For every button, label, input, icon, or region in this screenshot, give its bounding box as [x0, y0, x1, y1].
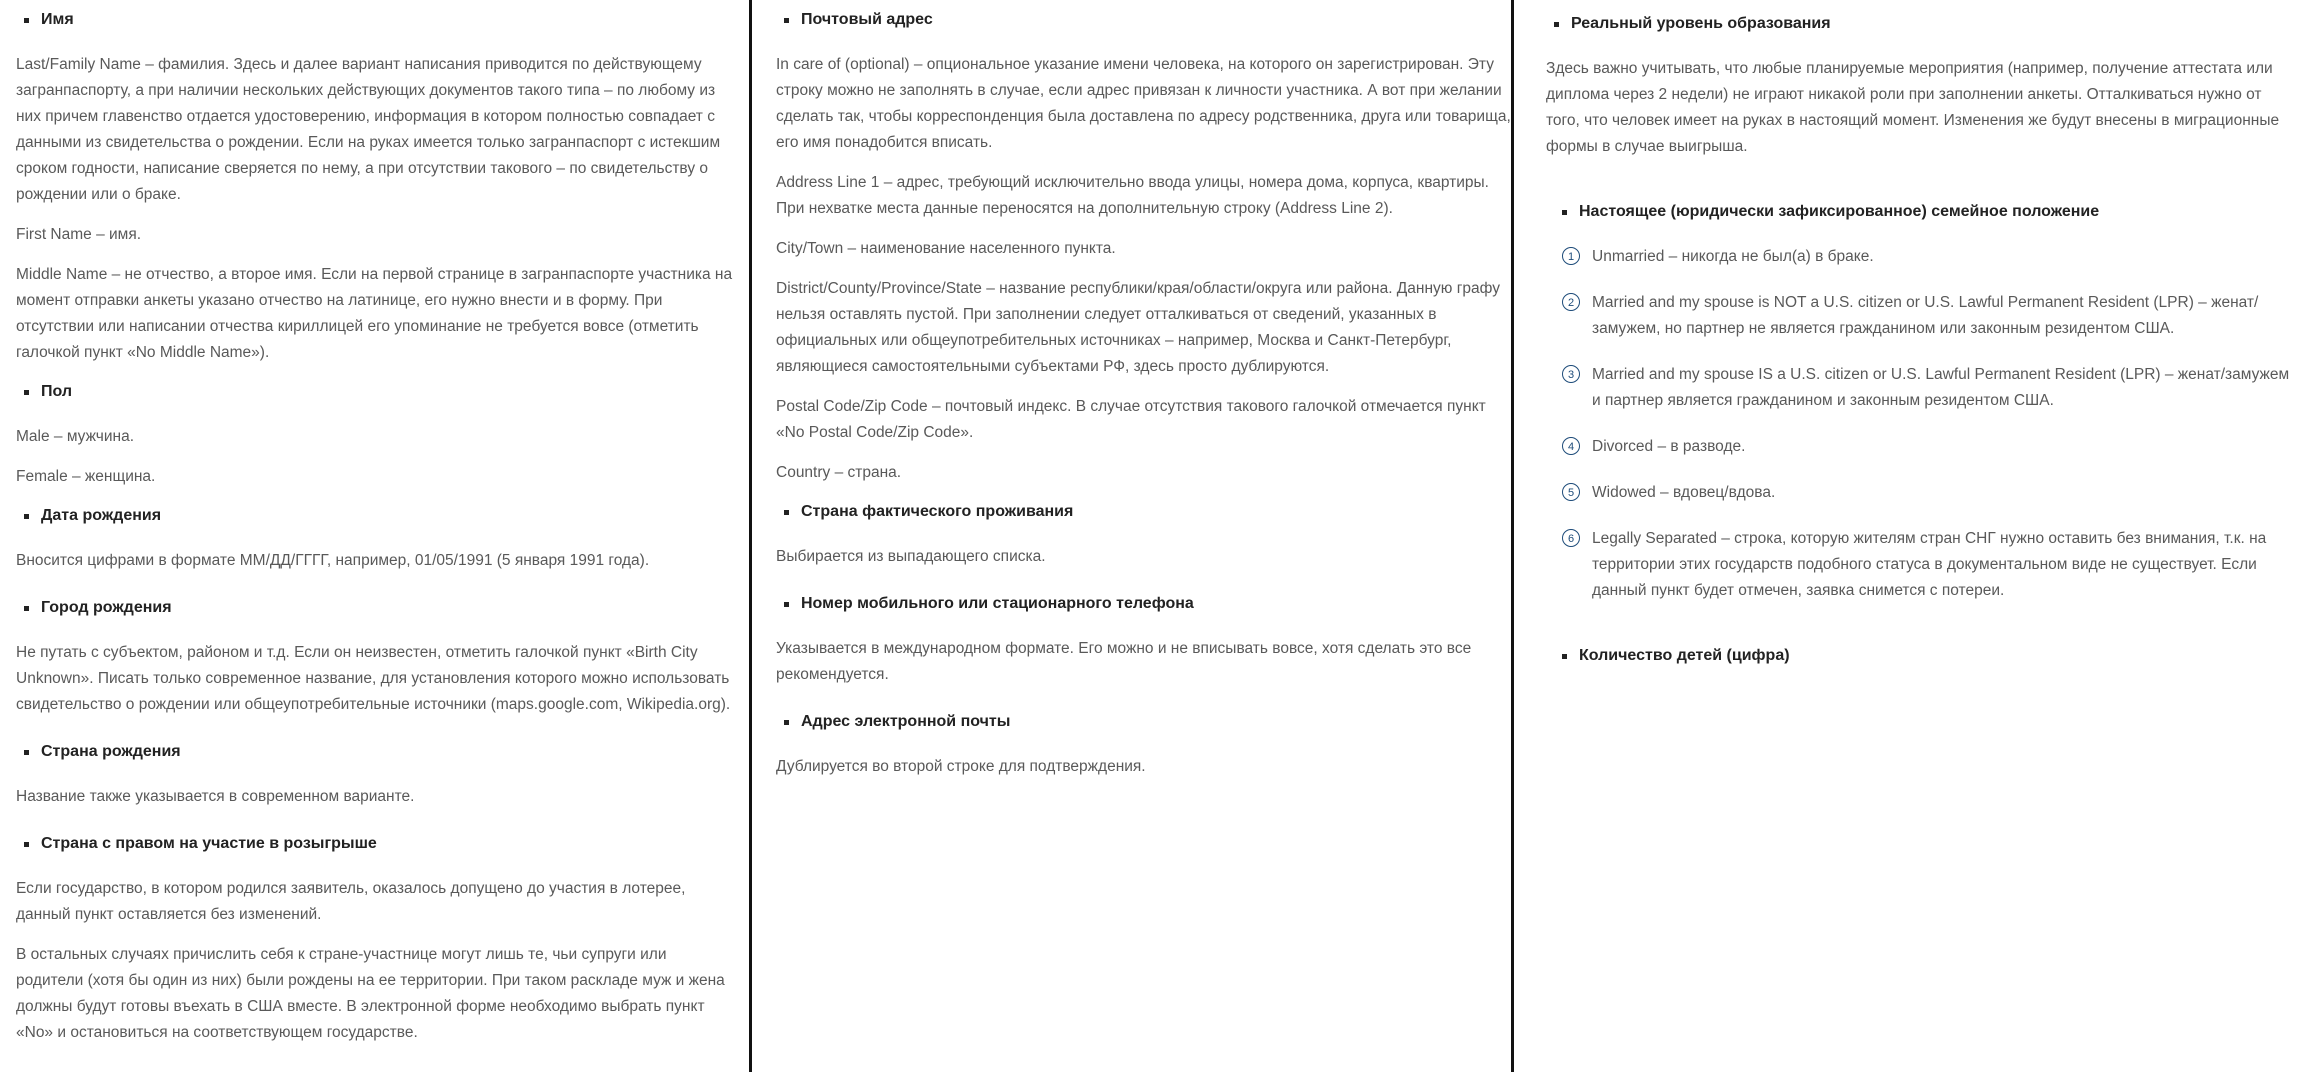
list-item-text: Married and my spouse IS a U.S. citizen or U.S. Lawful Permanent Resident (LPR) – женат/замужем и партнер является гражданином и законным резидентом США. — [1592, 366, 2290, 409]
text-birth-city: Не путать с субъектом, районом и т.д. Если он неизвестен, отметить галочкой пункт «Birth City Unknown». Писать только современное название, для установления которого можно использовать свидетельство о рождении или общеупотребительные источники (maps.google.com, Wikipedia.org). — [16, 644, 731, 713]
heading-email: Адрес электронной почты — [776, 710, 1511, 734]
text-middle-name: Middle Name – не отчество, а второе имя. Если на первой странице в загранпаспорте участника на момент отправки анкеты указано отчество на латинице, его нужно внести и в форму. При отсутствии или написании отчества кириллицей его упоминание не требуется вовсе (отметить галочкой пункт «No Middle Name»). — [16, 266, 733, 361]
heading-birth-date: Дата рождения — [16, 504, 733, 528]
text-female: Female – женщина. — [16, 468, 156, 485]
heading-marital-status: Настоящее (юридически зафиксированное) семейное положение — [1554, 200, 2298, 224]
list-item-text: Divorced – в разводе. — [1592, 438, 1746, 455]
list-item-text: Unmarried – никогда не был(а) в браке. — [1592, 248, 1874, 265]
marital-status-list — [1546, 244, 2298, 604]
text-education: Здесь важно учитывать, что любые планируемые мероприятия (например, получение аттестата или диплома через 2 недели) не играют никакой роли при заполнении анкеты. Отталкиваться нужно от того, что человек имеет на руках в настоящий момент. Изменения же будут внесены в миграционные формы в случае выигрыша. — [1546, 60, 2280, 155]
number-badge: 2 — [1562, 293, 1580, 311]
list-item-text: Widowed – вдовец/вдова. — [1592, 484, 1776, 501]
heading-children-count: Количество детей (цифра) — [1554, 644, 2298, 668]
text-eligible-1: Если государство, в котором родился заявитель, оказалось допущено до участия в лотерее, данный пункт оставляется без изменений. — [16, 880, 686, 923]
list-item — [1562, 526, 2298, 604]
number-badge: 4 — [1562, 437, 1580, 455]
list-item-text: Legally Separated – строка, которую жителям стран СНГ нужно оставить без внимания, т.к. на территории этих государств подобного статуса в документальном виде не существует. Если данный пункт будет отмечен, заявка снимется с потереи. — [1592, 530, 2267, 599]
list-item — [1562, 290, 2298, 342]
text-postal-code: Postal Code/Zip Code – почтовый индекс. В случае отсутствия такового галочкой отмечается пункт «No Postal Code/Zip Code». — [776, 398, 1486, 441]
text-email: Дублируется во второй строке для подтверждения. — [776, 758, 1146, 775]
text-address-line: Address Line 1 – адрес, требующий исключительно ввода улицы, номера дома, корпуса, квартиры. При нехватке места данные переносятся на дополнительную строку (Address Line 2). — [776, 174, 1489, 217]
heading-eligible-country: Страна с правом на участие в розыгрыше — [16, 832, 733, 856]
heading-name: Имя — [16, 8, 733, 32]
list-item — [1562, 434, 2298, 460]
list-item — [1562, 362, 2298, 414]
text-country: Country – страна. — [776, 464, 902, 481]
text-in-care-of: In care of (optional) – опциональное указание имени человека, на которого он зарегистрирован. Эту строку можно не заполнять в случае, если адрес привязан к личности участника. А вот при желании сделать так, чтобы корреспонденция была доставлена по адресу родственника, друга или товарища, его имя понадобится вписать. — [776, 56, 1511, 151]
heading-education: Реальный уровень образования — [1546, 12, 2298, 36]
text-phone: Указывается в международном формате. Его можно и не вписывать вовсе, хотя сделать это все рекомендуется. — [776, 640, 1472, 683]
text-male: Male – мужчина. — [16, 428, 134, 445]
text-last-name: Last/Family Name – фамилия. Здесь и далее вариант написания приводится по действующему загранпаспорту, а при наличии нескольких действующих документов такого типа – по любому из них причем главенство отдается удостоверению, информация в котором полностью совпадает с данными из свидетельства о рождении. Если на руках имеется только загранпаспорт с истекшим сроком годности, написание сверяется по нему, а при отсутствии такового – по свидетельству о рождении или о браке. — [16, 56, 721, 203]
text-city-town: City/Town – наименование населенного пункта. — [776, 240, 1116, 257]
heading-phone: Номер мобильного или стационарного телефона — [776, 592, 1511, 616]
number-badge: 3 — [1562, 365, 1580, 383]
number-badge: 5 — [1562, 483, 1580, 501]
number-badge: 1 — [1562, 247, 1580, 265]
heading-mail-address: Почтовый адрес — [776, 8, 1511, 32]
text-district: District/County/Province/State – название республики/края/области/округа или района. Данную графу нельзя оставлять пустой. При заполнении следует отталкиваться от сведений, указанных в официальных или общеупотребительных источниках – например, Москва и Санкт-Петербург, являющиеся самостоятельными субъектами РФ, здесь просто дублируются. — [776, 280, 1500, 375]
heading-birth-country: Страна рождения — [16, 740, 733, 764]
text-birth-country: Название также указывается в современном варианте. — [16, 788, 415, 805]
list-item-text: Married and my spouse is NOT a U.S. citizen or U.S. Lawful Permanent Resident (LPR) – женат/замужем, но партнер не является гражданином или законным резидентом США. — [1592, 294, 2259, 337]
column-right — [1514, 0, 2318, 1072]
column-left — [0, 0, 752, 1072]
text-birth-date: Вносится цифрами в формате ММ/ДД/ГГГГ, например, 01/05/1991 (5 января 1991 года). — [16, 552, 650, 569]
list-item — [1562, 244, 2298, 270]
number-badge: 6 — [1562, 529, 1580, 547]
list-item — [1562, 480, 2298, 506]
heading-sex: Пол — [16, 380, 733, 404]
heading-birth-city: Город рождения — [16, 596, 733, 620]
column-middle — [752, 0, 1514, 1072]
text-residence: Выбирается из выпадающего списка. — [776, 548, 1046, 565]
heading-residence: Страна фактического проживания — [776, 500, 1511, 524]
text-eligible-2: В остальных случаях причислить себя к стране-участнице могут лишь те, чьи супруги или родители (хотя бы один из них) были рождены на ее территории. При таком раскладе муж и жена должны будут готовы въехать в США вместе. В электронной форме необходимо выбрать пункт «No» и остановиться на соответствующем государстве. — [16, 946, 725, 1041]
text-first-name: First Name – имя. — [16, 226, 142, 243]
